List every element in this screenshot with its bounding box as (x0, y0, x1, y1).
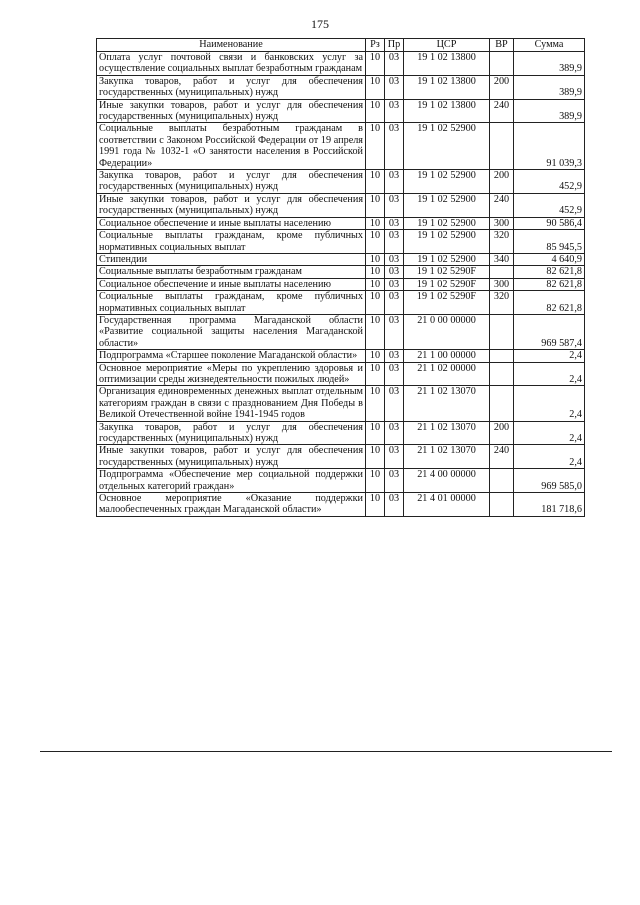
row-sum: 452,9 (514, 170, 585, 194)
row-name: Оплата услуг почтовой связи и банковских услуг за осуществление социальных выплат безработным гражданам (97, 52, 366, 76)
row-pr: 03 (385, 314, 404, 349)
row-csr: 19 1 02 52900 (404, 193, 490, 217)
row-rz: 10 (366, 170, 385, 194)
row-csr: 19 1 02 5290F (404, 278, 490, 290)
row-rz: 10 (366, 291, 385, 315)
row-pr: 03 (385, 362, 404, 386)
row-pr: 03 (385, 217, 404, 229)
row-csr: 21 1 00 00000 (404, 350, 490, 362)
row-sum: 389,9 (514, 52, 585, 76)
row-rz: 10 (366, 217, 385, 229)
row-vr: 240 (490, 99, 514, 123)
row-name: Социальные выплаты безработным гражданам в соответствии с Законом Российской Федерации от 19 апреля 1991 года № 1032-1 «О занятости населения в Российской Федерации» (97, 123, 366, 170)
row-name: Государственная программа Магаданской области «Развитие социальной защиты населения Магаданской области» (97, 314, 366, 349)
table-row (97, 421, 585, 445)
row-rz: 10 (366, 193, 385, 217)
table-row (97, 362, 585, 386)
row-sum: 969 587,4 (514, 314, 585, 349)
table-row (97, 253, 585, 265)
row-pr: 03 (385, 469, 404, 493)
row-pr: 03 (385, 170, 404, 194)
table-row (97, 314, 585, 349)
row-pr: 03 (385, 445, 404, 469)
row-rz: 10 (366, 52, 385, 76)
row-name: Социальные выплаты гражданам, кроме публичных нормативных социальных выплат (97, 230, 366, 254)
row-rz: 10 (366, 123, 385, 170)
header-vr: ВР (490, 39, 514, 52)
table-row (97, 217, 585, 229)
row-pr: 03 (385, 75, 404, 99)
row-csr: 19 1 02 5290F (404, 291, 490, 315)
row-name: Основное мероприятие «Меры по укреплению здоровья и оптимизации среды жизнедеятельности пожилых людей» (97, 362, 366, 386)
table-row (97, 52, 585, 76)
table-header-row (97, 39, 585, 52)
row-name: Иные закупки товаров, работ и услуг для обеспечения государственных (муниципальных) нужд (97, 99, 366, 123)
table-row (97, 278, 585, 290)
row-rz: 10 (366, 445, 385, 469)
row-name: Закупка товаров, работ и услуг для обеспечения государственных (муниципальных) нужд (97, 170, 366, 194)
table-row (97, 170, 585, 194)
row-pr: 03 (385, 266, 404, 278)
row-name: Стипендии (97, 253, 366, 265)
row-csr: 21 1 02 13070 (404, 386, 490, 421)
row-sum: 452,9 (514, 193, 585, 217)
row-pr: 03 (385, 193, 404, 217)
page-number: 175 (311, 17, 329, 31)
row-sum: 2,4 (514, 350, 585, 362)
row-sum: 181 718,6 (514, 493, 585, 517)
row-sum: 2,4 (514, 386, 585, 421)
row-csr: 19 1 02 13800 (404, 52, 490, 76)
row-vr: 200 (490, 170, 514, 194)
row-vr (490, 123, 514, 170)
header-csr: ЦСР (404, 39, 490, 52)
row-sum: 389,9 (514, 75, 585, 99)
row-name: Подпрограмма «Обеспечение мер социальной поддержки отдельных категорий граждан» (97, 469, 366, 493)
row-pr: 03 (385, 99, 404, 123)
row-vr: 320 (490, 291, 514, 315)
row-pr: 03 (385, 52, 404, 76)
table-row (97, 99, 585, 123)
row-vr: 320 (490, 230, 514, 254)
row-sum: 2,4 (514, 445, 585, 469)
row-rz: 10 (366, 386, 385, 421)
row-rz: 10 (366, 350, 385, 362)
row-name: Закупка товаров, работ и услуг для обеспечения государственных (муниципальных) нужд (97, 75, 366, 99)
row-rz: 10 (366, 99, 385, 123)
row-vr: 200 (490, 75, 514, 99)
row-name: Закупка товаров, работ и услуг для обеспечения государственных (муниципальных) нужд (97, 421, 366, 445)
row-rz: 10 (366, 362, 385, 386)
row-sum: 389,9 (514, 99, 585, 123)
row-vr (490, 314, 514, 349)
row-rz: 10 (366, 493, 385, 517)
table-row (97, 230, 585, 254)
row-rz: 10 (366, 469, 385, 493)
row-name: Организация единовременных денежных выплат отдельным категориям граждан в связи с празднованием Дня Победы в Великой Отечественной войне 1941-1945 годов (97, 386, 366, 421)
row-rz: 10 (366, 253, 385, 265)
row-pr: 03 (385, 230, 404, 254)
row-vr (490, 350, 514, 362)
row-vr (490, 266, 514, 278)
row-sum: 4 640,9 (514, 253, 585, 265)
row-pr: 03 (385, 291, 404, 315)
page-bottom-rule (40, 751, 612, 752)
row-vr: 300 (490, 217, 514, 229)
budget-table (96, 38, 585, 517)
header-rz: Рз (366, 39, 385, 52)
row-vr (490, 386, 514, 421)
row-csr: 21 1 02 13070 (404, 445, 490, 469)
row-pr: 03 (385, 253, 404, 265)
row-name: Иные закупки товаров, работ и услуг для обеспечения государственных (муниципальных) нужд (97, 445, 366, 469)
row-name: Социальные выплаты гражданам, кроме публичных нормативных социальных выплат (97, 291, 366, 315)
row-csr: 19 1 02 5290F (404, 266, 490, 278)
row-csr: 21 4 00 00000 (404, 469, 490, 493)
row-vr: 340 (490, 253, 514, 265)
table-row (97, 469, 585, 493)
row-vr: 300 (490, 278, 514, 290)
table-row (97, 193, 585, 217)
row-sum: 91 039,3 (514, 123, 585, 170)
table-row (97, 266, 585, 278)
row-csr: 21 0 00 00000 (404, 314, 490, 349)
row-csr: 19 1 02 13800 (404, 75, 490, 99)
row-rz: 10 (366, 230, 385, 254)
row-rz: 10 (366, 75, 385, 99)
row-csr: 19 1 02 52900 (404, 253, 490, 265)
row-sum: 2,4 (514, 421, 585, 445)
header-name: Наименование (97, 39, 366, 52)
row-rz: 10 (366, 278, 385, 290)
row-sum: 969 585,0 (514, 469, 585, 493)
row-name: Социальное обеспечение и иные выплаты населению (97, 217, 366, 229)
table-row (97, 123, 585, 170)
row-pr: 03 (385, 493, 404, 517)
table-row (97, 75, 585, 99)
row-vr (490, 52, 514, 76)
row-rz: 10 (366, 266, 385, 278)
header-pr: Пр (385, 39, 404, 52)
row-sum: 82 621,8 (514, 278, 585, 290)
row-csr: 19 1 02 52900 (404, 230, 490, 254)
row-vr (490, 362, 514, 386)
row-pr: 03 (385, 123, 404, 170)
table-row (97, 350, 585, 362)
row-sum: 82 621,8 (514, 291, 585, 315)
row-vr: 240 (490, 445, 514, 469)
row-pr: 03 (385, 278, 404, 290)
row-pr: 03 (385, 386, 404, 421)
row-pr: 03 (385, 421, 404, 445)
row-vr: 200 (490, 421, 514, 445)
row-rz: 10 (366, 314, 385, 349)
row-csr: 19 1 02 52900 (404, 217, 490, 229)
table-row (97, 386, 585, 421)
row-sum: 2,4 (514, 362, 585, 386)
table-row (97, 291, 585, 315)
row-name: Иные закупки товаров, работ и услуг для обеспечения государственных (муниципальных) нужд (97, 193, 366, 217)
row-csr: 21 4 01 00000 (404, 493, 490, 517)
row-vr (490, 469, 514, 493)
row-sum: 85 945,5 (514, 230, 585, 254)
row-pr: 03 (385, 350, 404, 362)
row-csr: 21 1 02 00000 (404, 362, 490, 386)
table-row (97, 445, 585, 469)
row-vr: 240 (490, 193, 514, 217)
row-csr: 19 1 02 52900 (404, 123, 490, 170)
row-name: Основное мероприятие «Оказание поддержки малообеспеченных граждан Магаданской области» (97, 493, 366, 517)
row-rz: 10 (366, 421, 385, 445)
row-name: Подпрограмма «Старшее поколение Магаданской области» (97, 350, 366, 362)
row-csr: 19 1 02 13800 (404, 99, 490, 123)
table-row (97, 493, 585, 517)
row-name: Социальное обеспечение и иные выплаты населению (97, 278, 366, 290)
header-sum: Сумма (514, 39, 585, 52)
row-name: Социальные выплаты безработным гражданам (97, 266, 366, 278)
row-sum: 90 586,4 (514, 217, 585, 229)
row-sum: 82 621,8 (514, 266, 585, 278)
row-csr: 19 1 02 52900 (404, 170, 490, 194)
row-vr (490, 493, 514, 517)
row-csr: 21 1 02 13070 (404, 421, 490, 445)
